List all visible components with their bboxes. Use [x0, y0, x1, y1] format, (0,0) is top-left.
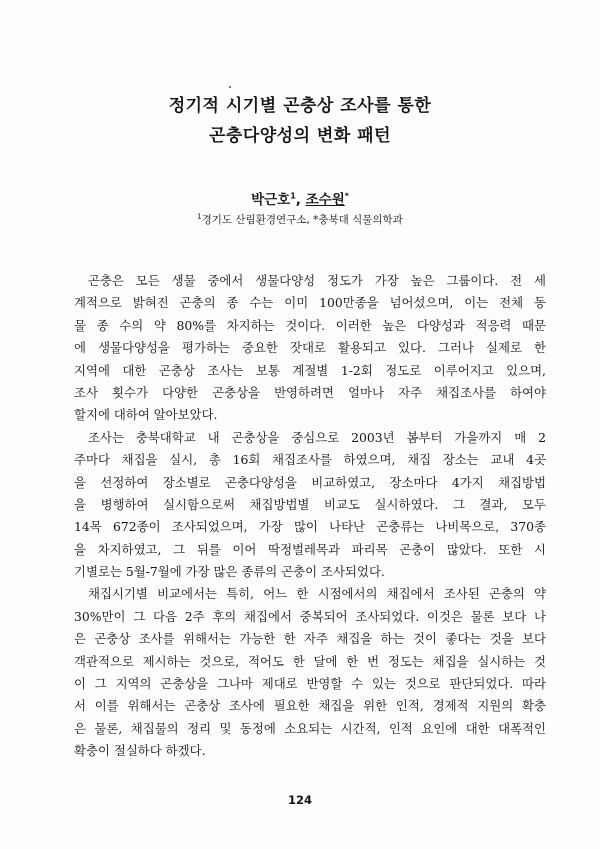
text-line: 지역에 대한 곤충상 조사는 보통 계절별 1-2회 정도로 이루어지고 있으며,: [74, 362, 546, 378]
abstract-body: [74, 270, 546, 763]
title-line-1: 정기적 시기별 곤충상 조사를 통한: [168, 96, 432, 116]
paragraph: [74, 427, 546, 584]
text-line: 채집시기별 비교에서는 특히, 어느 한 시점에서의 채집에서 조사된 곤충의 약: [88, 586, 546, 602]
text-line: 에 생물다양성을 평가하는 중요한 잣대로 활용되고 있다. 그러나 실제로 한: [74, 340, 546, 356]
text-line: 계적으로 밝혀진 곤충의 종 수는 이미 100만종을 넘어섰으며, 이는 전체 동: [74, 295, 546, 311]
scan-speck: [229, 86, 231, 88]
title-line-2: 곤충다양성의 변화 패턴: [208, 126, 392, 146]
text-line: 은 곤충상 조사를 위해서는 가능한 한 자주 채집을 하는 것이 좋다는 것을 보다: [74, 631, 546, 647]
text-line: 서 이를 위해서는 곤충상 조사에 필요한 채집을 위한 인적, 경제적 지원의 확충: [74, 698, 546, 714]
author-separator: ,: [295, 192, 306, 208]
corresponding-author-mark: *: [344, 191, 349, 201]
text-line: 물 종 수의 약 80%를 차지하는 것이다. 이러한 높은 다양성과 적응력 때문: [74, 317, 546, 333]
paragraph: [74, 270, 546, 427]
author-name: 박근호: [251, 192, 291, 208]
affiliation: [0, 212, 600, 227]
text-line: 주마다 채집을 실시, 총 16회 채집조사를 하였으며, 채집 장소는 교내 4곳: [74, 452, 546, 468]
text-line: 이 그 지역의 곤충상을 그나마 제대로 반영할 수 있는 것으로 판단되었다. 따라: [74, 676, 546, 692]
text-line: 곤충은 모든 생물 중에서 생물다양성 정도가 가장 높은 그룹이다. 전 세: [88, 273, 546, 288]
text-line: 을 선정하여 장소별로 곤충다양성을 비교하였고, 장소마다 4가지 채집방법: [74, 474, 546, 490]
text-line: 확충이 절실하다 하겠다.: [74, 743, 206, 759]
page-number: 124: [287, 793, 312, 807]
text-line: 기별로는 5월-7월에 가장 많은 종류의 곤충이 조사되었다.: [74, 564, 385, 580]
text-line: 할지에 대하여 알아보았다.: [74, 407, 218, 423]
affiliation-text: 경기도 산림환경연구소, *충북대 식물의학과: [201, 214, 403, 226]
text-line: 을 병행하여 실시함으로써 채집방법별 비교도 실시하였다. 그 결과, 모두: [74, 496, 546, 512]
text-line: 은 물론, 채집물의 정리 및 동정에 소요되는 시간적, 인적 요인에 대한 대폭적인: [74, 720, 546, 736]
author-name: 조수원: [305, 192, 345, 208]
text-line: 조사 횟수가 다양한 곤충상을 반영하려면 얼마나 자주 채집조사를 하여야: [74, 384, 546, 400]
affiliation-mark: 1: [197, 212, 202, 221]
text-line: 을 차지하였고, 그 뒤를 이어 딱정벌레목과 파리목 곤충이 많았다. 또한 시: [74, 541, 546, 557]
author-list: [0, 188, 600, 208]
text-line: 조사는 충북대학교 내 곤충상을 중심으로 2003년 봄부터 가을까지 매 2: [88, 429, 546, 445]
paragraph: [74, 583, 546, 762]
author-affiliation-mark: 1: [290, 191, 296, 201]
text-line: 객관적으로 제시하는 것으로, 적어도 한 달에 한 번 정도는 채집을 실시하는 것: [74, 653, 546, 669]
text-line: 14목 672종이 조사되었으며, 가장 많이 나타난 곤충류는 나비목으로, 370종: [74, 519, 546, 535]
text-line: 30%만이 그 다음 2주 후의 채집에서 중복되어 조사되었다. 이것은 물론 보다 나: [74, 608, 546, 624]
